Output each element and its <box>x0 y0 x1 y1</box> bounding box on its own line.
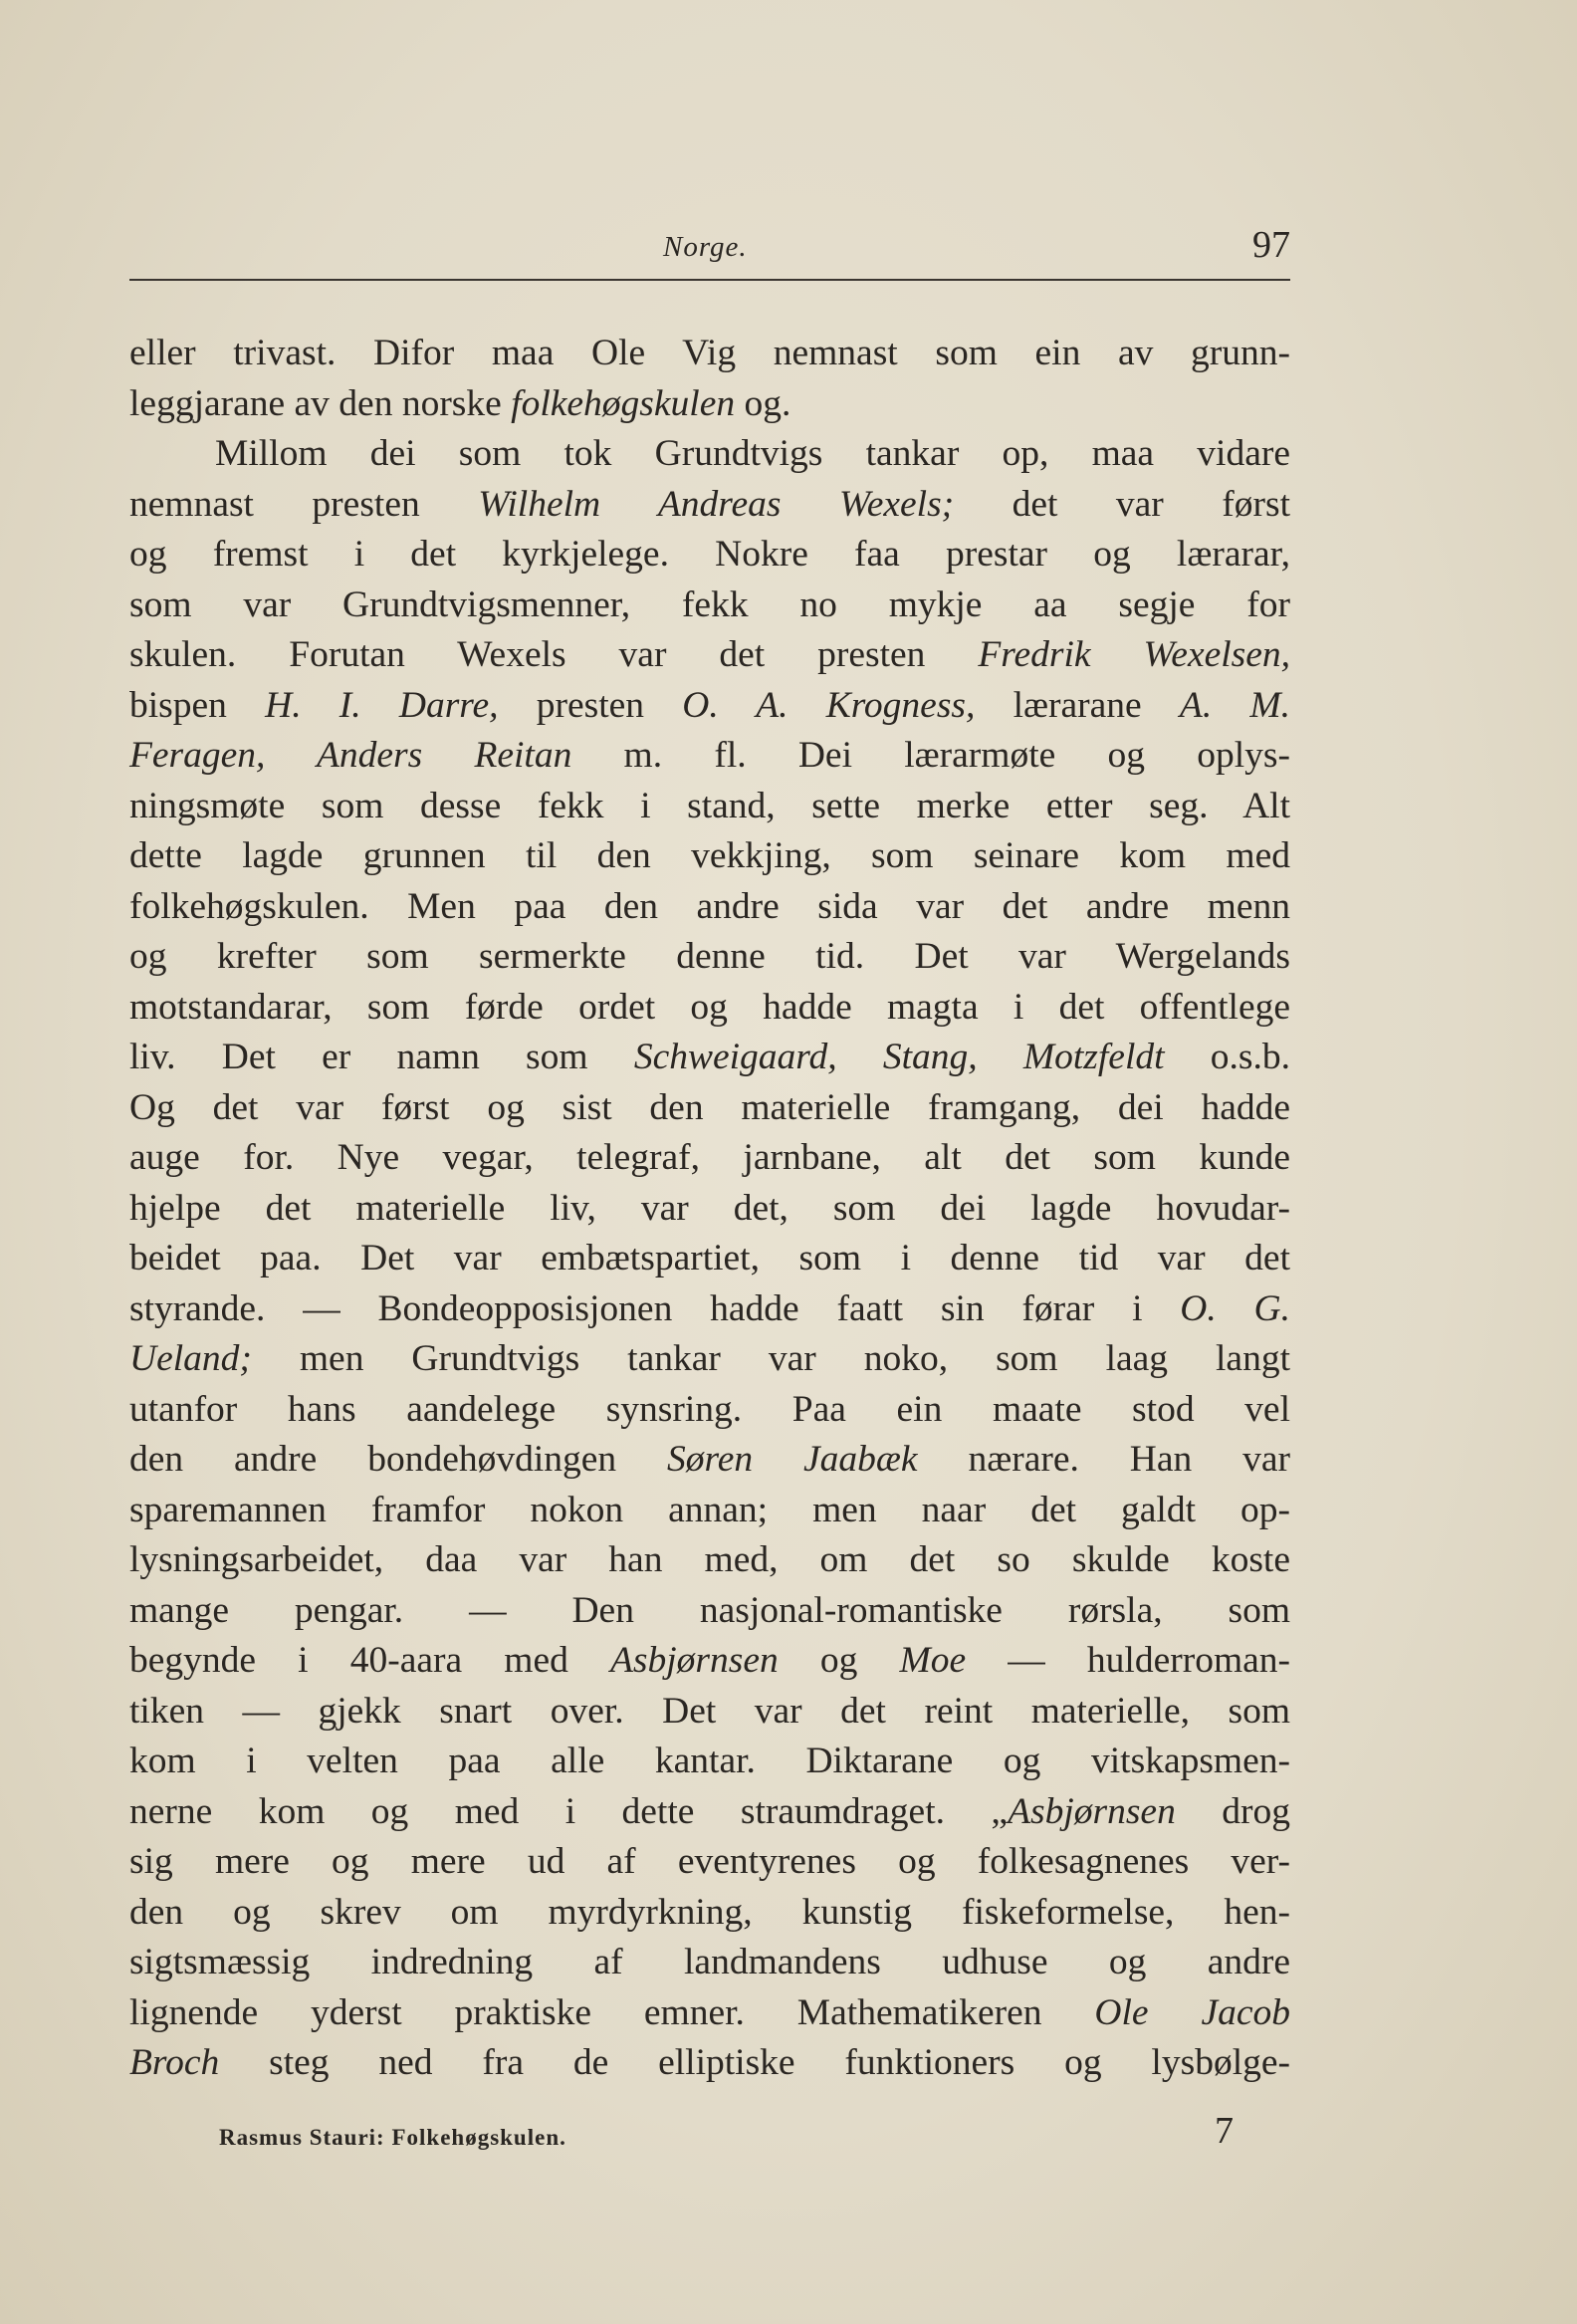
italic-name: Søren Jaabæk <box>667 1439 918 1480</box>
text-segment: men Grundtvigs tankar var noko, som laag langt <box>251 1338 1290 1379</box>
sheet-number: 7 <box>1215 2110 1234 2152</box>
italic-name: O. G. <box>1180 1287 1290 1329</box>
text-line <box>129 1133 1290 1184</box>
text-segment: auge for. Nye vegar, telegraf, jarnbane, alt det som kunde <box>129 1137 1290 1178</box>
signature-line: Rasmus Stauri: Folkehøgskulen. <box>219 2125 566 2150</box>
text-segment: lærarane <box>975 684 1180 726</box>
text-segment: tiken — gjekk snart over. Det var det reint materielle, som <box>129 1690 1290 1732</box>
text-line <box>129 530 1290 581</box>
text-segment: Millom dei som tok Grundtvigs tankar op, maa vidare <box>215 433 1290 474</box>
text-segment: dette lagde grunnen til den vekkjing, som seinare kom med <box>129 835 1290 876</box>
text-line <box>129 1888 1290 1939</box>
text-segment: den andre bondehøvdingen <box>129 1439 668 1480</box>
text-segment: sparemannen framfor nokon annan; men naar det galdt op- <box>129 1489 1290 1530</box>
italic-name: Schweigaard, Stang, Motzfeldt <box>633 1037 1165 1077</box>
text-line <box>129 681 1290 732</box>
italic-name: Ueland; <box>129 1338 252 1379</box>
text-line <box>129 1234 1290 1284</box>
italic-name: Asbjørnsen <box>1008 1790 1176 1832</box>
text-line <box>129 1737 1290 1787</box>
text-segment: beidet paa. Det var embætspartiet, som i denne tid var det <box>129 1238 1290 1278</box>
text-segment: lysningsarbeidet, daa var han med, om det so skulde koste <box>129 1539 1290 1580</box>
text-line <box>129 1535 1290 1586</box>
text-segment: nærare. Han var <box>917 1439 1290 1480</box>
text-line <box>129 1636 1290 1687</box>
text-line <box>129 882 1290 933</box>
text-segment: folkehøgskulen. Men paa den andre sida var det andre menn <box>129 885 1290 927</box>
text-line <box>129 1837 1290 1888</box>
italic-name: A. M. <box>1179 684 1291 726</box>
text-segment: som var Grundtvigsmenner, fekk no mykje aa segje for <box>129 583 1290 625</box>
italic-name: H. I. Darre, <box>265 684 499 726</box>
text-segment: kom i velten paa alle kantar. Diktarane og vitskapsmen- <box>129 1741 1290 1781</box>
text-segment: presten <box>498 684 683 726</box>
text-segment: eller trivast. Difor maa Ole Vig nemnast som ein av grunn- <box>129 333 1290 373</box>
text-segment: — hulderroman- <box>966 1640 1290 1681</box>
text-segment: m. fl. Dei lærarmøte og oplys- <box>571 735 1290 776</box>
text-line <box>129 831 1290 882</box>
text-segment: og fremst i det kyrkjelege. Nokre faa prestar og lærarar, <box>129 534 1290 575</box>
text-line <box>129 1284 1290 1335</box>
text-line <box>129 1988 1290 2039</box>
italic-name: Broch <box>129 2042 220 2083</box>
text-segment: begynde i 40-aara med <box>129 1640 610 1681</box>
text-segment: liv. Det er namn som <box>129 1037 634 1077</box>
text-line <box>129 983 1290 1034</box>
text-line <box>129 1787 1290 1838</box>
running-header <box>129 223 1290 273</box>
text-line <box>129 429 1290 480</box>
text-line <box>129 581 1290 631</box>
text-segment: Og det var først og sist den materielle framgang, dei hadde <box>129 1086 1290 1128</box>
text-line <box>129 1184 1290 1235</box>
text-segment: leggjarane av den norske <box>129 382 512 424</box>
text-line <box>129 1083 1290 1134</box>
text-segment: utanfor hans aandelege synsring. Paa ein maate stod vel <box>129 1388 1290 1430</box>
text-segment: motstandarar, som førde ordet og hadde magta i det offentlege <box>129 986 1290 1028</box>
text-line <box>129 379 1290 430</box>
header-rule <box>129 279 1290 281</box>
text-segment: bispen <box>129 684 266 726</box>
running-title: Norge. <box>663 231 748 263</box>
text-segment: og <box>778 1640 900 1681</box>
text-segment: ningsmøte som desse fekk i stand, sette merke etter seg. Alt <box>129 785 1290 826</box>
text-segment: hjelpe det materielle liv, var det, som dei lagde hovudar- <box>129 1187 1290 1229</box>
italic-name: folkehøgskulen <box>511 382 736 424</box>
text-line <box>129 2038 1290 2089</box>
text-line <box>129 1334 1290 1385</box>
text-line <box>129 932 1290 983</box>
text-line <box>129 1486 1290 1536</box>
page-footer <box>219 2109 1284 2159</box>
text-line <box>129 329 1290 379</box>
italic-name: Wilhelm Andreas Wexels; <box>478 483 955 525</box>
text-segment: og. <box>735 382 791 424</box>
text-segment: styrande. — Bondeopposisjonen hadde faatt sin førar i <box>129 1287 1181 1329</box>
text-segment: nerne kom og med i dette straumdraget. „ <box>129 1790 1009 1832</box>
text-line <box>129 1687 1290 1738</box>
text-segment: lignende yderst praktiske emner. Mathematikeren <box>129 1991 1095 2033</box>
italic-name: Moe <box>899 1640 967 1681</box>
text-segment: skulen. Forutan Wexels var det presten <box>129 634 979 675</box>
text-segment: det var først <box>954 483 1290 525</box>
text-segment: nemnast presten <box>129 483 479 525</box>
text-line <box>129 1938 1290 1988</box>
italic-name: Feragen, Anders Reitan <box>129 735 572 776</box>
text-line <box>129 1385 1290 1436</box>
text-line <box>129 782 1290 832</box>
text-line <box>129 731 1290 782</box>
text-segment: sigtsmæssig indredning af landmandens udhuse og andre <box>129 1942 1290 1982</box>
text-line <box>129 1586 1290 1637</box>
italic-name: Asbjørnsen <box>609 1640 779 1681</box>
text-segment: o.s.b. <box>1164 1037 1290 1077</box>
italic-name: Fredrik Wexelsen, <box>978 634 1291 675</box>
text-line <box>129 480 1290 531</box>
text-line <box>129 1435 1290 1486</box>
italic-name: O. A. Krogness, <box>682 684 976 726</box>
text-segment: den og skrev om myrdyrkning, kunstig fiskeformelse, hen- <box>129 1891 1290 1933</box>
text-segment: og krefter som sermerkte denne tid. Det var Wergelands <box>129 936 1290 977</box>
page-number: 97 <box>1252 224 1290 266</box>
text-line <box>129 1033 1290 1083</box>
body-text <box>129 329 1290 2089</box>
text-segment: sig mere og mere ud af eventyrenes og folkesagnenes ver- <box>129 1841 1290 1882</box>
text-segment: steg ned fra de elliptiske funktioners og lysbølge- <box>219 2042 1290 2083</box>
text-segment: drog <box>1175 1790 1290 1832</box>
italic-name: Ole Jacob <box>1094 1991 1290 2033</box>
text-segment: mange pengar. — Den nasjonal-romantiske rørsla, som <box>129 1589 1290 1631</box>
text-line <box>129 630 1290 681</box>
